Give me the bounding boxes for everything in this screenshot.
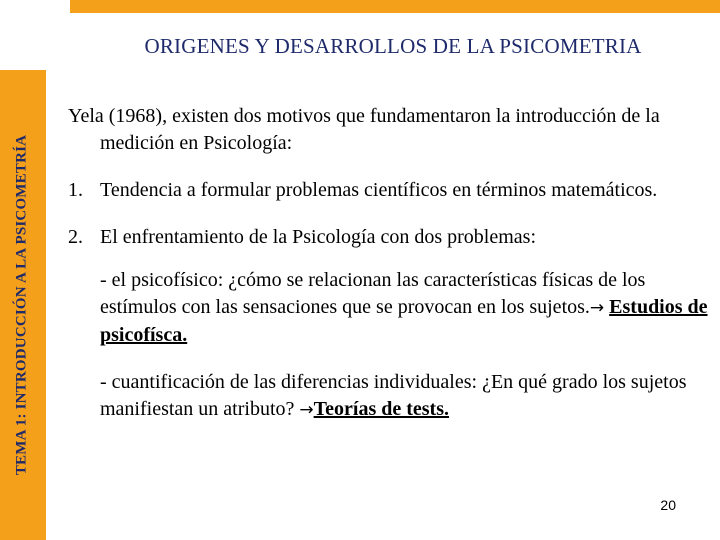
psicofisica-link[interactable]: Estudios de psicofísca. [100, 296, 708, 346]
sidebar-title: TEMA 1: INTRODUCCIÓN A LA PSICOMETRÍA [13, 134, 30, 476]
slide-title: ORIGENES Y DESARROLLOS DE LA PSICOMETRIA [144, 34, 642, 58]
item-number: 2. [68, 226, 83, 248]
right-arrow-icon: → [299, 400, 314, 420]
slide-content [68, 103, 708, 424]
subitem-text: - cuantificación de las diferencias individuales: ¿En qué grado los sujetos manifiestan un atributo? [100, 371, 687, 420]
item-text: Tendencia a formular problemas científicos en términos matemáticos. [100, 179, 658, 201]
page-number: 20 [660, 497, 676, 513]
intro-paragraph: Yela (1968), existen dos motivos que fundamentaron la introducción de la medición en Psicología: [68, 105, 660, 154]
subitem-diferencias [68, 369, 708, 424]
item-text: El enfrentamiento de la Psicología con dos problemas: [100, 226, 536, 248]
numbered-item-1 [68, 177, 708, 204]
subitem-psicofisico [68, 267, 708, 349]
numbered-item-2 [68, 224, 708, 251]
teorias-tests-link[interactable]: Teorías de tests. [313, 398, 450, 420]
item-number: 1. [68, 179, 83, 201]
right-arrow-icon: → [589, 298, 605, 318]
top-accent-bar [70, 0, 720, 13]
subitem-text: - el psicofísico: ¿cómo se relacionan las características físicas de los estímulos con las sensaciones que se provocan en los sujetos. [100, 269, 646, 318]
